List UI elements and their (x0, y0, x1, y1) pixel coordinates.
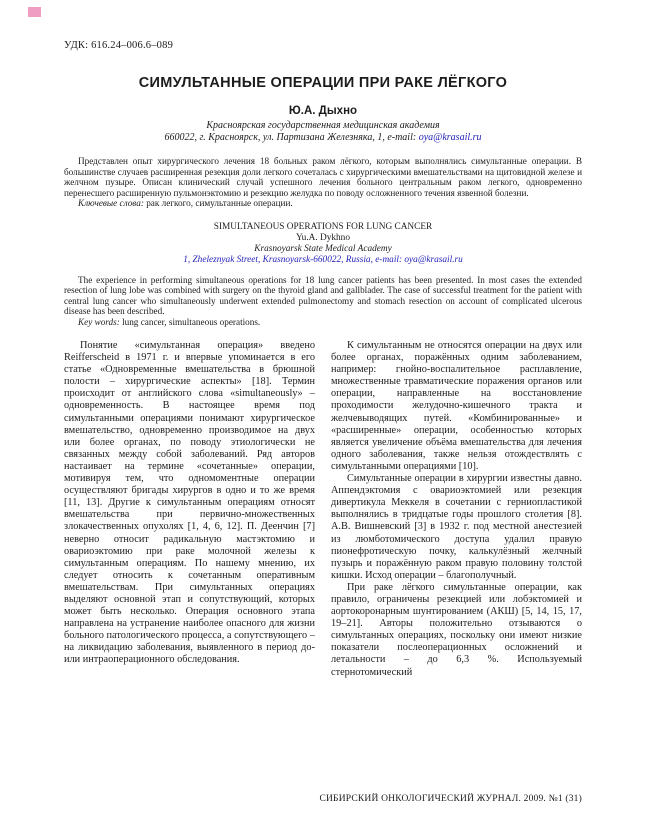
english-title: SIMULTANEOUS OPERATIONS FOR LUNG CANCER (213, 221, 433, 232)
body-column-left (64, 340, 315, 679)
affiliation-block (64, 120, 582, 144)
journal-footer: СИБИРСКИЙ ОНКОЛОГИЧЕСКИЙ ЖУРНАЛ. 2009. №1 (31) (319, 794, 582, 804)
body-columns (64, 340, 582, 679)
affiliation-ru: Красноярская государственная медицинская академия (206, 120, 440, 131)
body-paragraph: К симультанным не относятся операции на двух или более органах, поражённых одним заболеванием, например: гнойно-воспалительное расплавление, множественные травматические поражения органов или операции, направленные на восстановление проходимости желудочно-кишечного тракта и желчевыводящих путей. «Комбинированные» и «расширенные» операции, особенностью которых является увеличение объёма вмешательства для лечения одного заболевания, также нельзя отождествлять с симультанными операциями [10]. (331, 340, 582, 472)
keywords-ru-label: Ключевые слова: (78, 198, 144, 208)
english-address-link[interactable]: 1, Zheleznyak Street, Krasnoyarsk-660022, Russia, e-mail: oya@krasail.ru (183, 254, 463, 265)
english-author: Yu.A. Dykhno (296, 232, 350, 243)
abstract-ru-block (64, 156, 582, 209)
keywords-en (64, 317, 582, 328)
abstract-en-block (64, 275, 582, 328)
scan-artifact-icon (28, 7, 41, 17)
english-affiliation: Krasnoyarsk State Medical Academy (254, 243, 392, 254)
body-paragraph: Симультанные операции в хирургии известны давно. Аппендэктомия с овариоэктомией или резекция дивертикула Меккеля в сочетании с герниопластикой выполнялись в тридцатые годы прошлого столетия [8]. А.В. Вишневский [3] в 1932 г. под местной анестезией из люмботомического доступа удалил правую пионефротическую почку, калькулёзный желчный пузырь и поражённую раком правую половину толстой кишки. Исход операции – благополучный. (331, 473, 582, 581)
body-column-right (331, 340, 582, 679)
keywords-en-text: lung cancer, simultaneous operations. (119, 316, 261, 327)
abstract-ru: Представлен опыт хирургического лечения 18 больных раком лёгкого, которым выполнялись симультанные операции. В большинстве случаев расширенная резекция доли легкого сочеталась с хирургическими вмешательствами на щитовидной железе и желчном пузыре. Описан клинический случай успешного лечения больного центральным раком легкого, одновременно перенесшего расширенную пульмонэктомию и резекцию желудка по поводу осложненного течения язвенной болезни. (64, 156, 582, 198)
body-paragraph: При раке лёгкого симультанные операции, как правило, ограничены резекцией или лобэктомией и аортокоронарным шунтированием (АКШ) [5, 14, 15, 17, 19–21]. Авторы положительно отзываются о симультанных операциях, поскольку они имеют низкие показатели послеоперационных осложнений и летальности – до 6,3 %. Используемый стернотомический (331, 581, 582, 678)
keywords-en-label: Key words: (78, 316, 120, 327)
address-ru (64, 132, 582, 144)
english-header-block (64, 222, 582, 266)
article-title: СИМУЛЬТАННЫЕ ОПЕРАЦИИ ПРИ РАКЕ ЛЁГКОГО (138, 75, 508, 91)
keywords-ru (64, 198, 582, 209)
english-address (64, 255, 582, 266)
keywords-ru-text: рак легкого, симультанные операции. (143, 198, 293, 208)
abstract-en: The experience in performing simultaneous operations for 18 lung cancer patients has been presented. In most cases the extended resection of lung lobe was combined with surgery on the thyroid gland and gallblader. The case of successful treatment for the patient with central lung cancer who simultaneously underwent extended pulmonectomy and stomach resection on account of complicated ulcerous disease has been described. (64, 274, 582, 316)
email-link[interactable]: oya@krasail.ru (418, 132, 482, 143)
udk-code: УДК: 616.24–006.6–089 (64, 40, 174, 51)
body-paragraph: Понятие «симультанная операция» введено Reifferscheid в 1971 г. и впервые упоминается в его статье «Одновременные вмешательства в брюшной полости – хирургические аспекты» [18]. Термин происходит от английского слова «simultaneously» – одновременность. В настоящее время под симультанными операциями понимают хирургическое вмешательство, одновременно производимое на двух или более органах, по поводу этиологически не связанных между собой заболеваний. Ряд авторов настаивает на термине «сочетанные» операции, мотивируя тем, что одномоментные операции осуществляют бригады хирургов в одно и то же время [11, 13]. Другие к симультанным операциям относят вмешательства при первично-множественных злокачественных опухолях [1, 4, 6, 12]. П. Деенчин [7] неверно относит радикальную мастэктомию и овариоэктомию при раке молочной железы к симультанным операциям. По нашему мнению, их следует относить к сочетанным оперативным вмешательствам. При симультанных операциях выделяют основной этап и сопутствующий, которых может быть несколько. Операция основного этапа направлена на устранение наиболее опасного для жизни больного патологического процесса, а сопутствующего – на ликвидацию заболевания, выявленного в период до- или интраоперационного обследования. (64, 340, 315, 666)
address-ru-text: 660022, г. Красноярск, ул. Партизана Железняка, 1, e-mail: (164, 132, 419, 143)
author-name: Ю.А. Дыхно (288, 105, 358, 117)
